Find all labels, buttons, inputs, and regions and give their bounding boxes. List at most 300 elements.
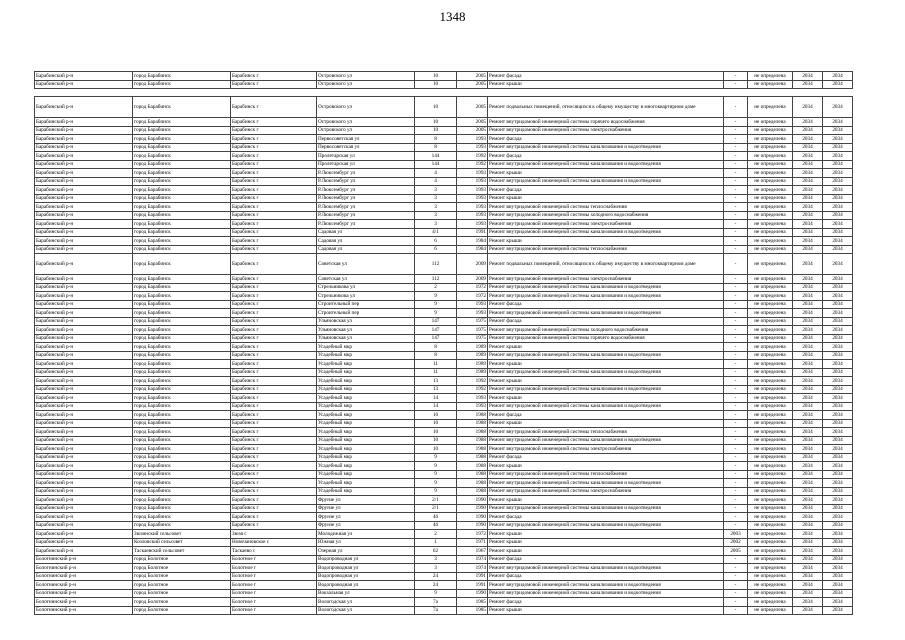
work-type-cell: Ремонт внутридомовой инженерной системы канализования и водоотведения xyxy=(488,143,724,152)
year-built-cell: 1989 xyxy=(457,351,488,360)
plan-year-start-cell: 2034 xyxy=(793,220,823,229)
municipality-cell: город Барабинск xyxy=(133,453,231,462)
street-cell: Водопроводная ул xyxy=(317,555,415,564)
work-type-cell: Ремонт фасада xyxy=(488,555,724,564)
house-number-cell: 62 xyxy=(415,547,457,556)
district-cell: Барабинский р-н xyxy=(35,419,133,428)
plan-year-end-cell: 2034 xyxy=(823,152,853,161)
street-cell: Усадебный мкр xyxy=(317,445,415,454)
cost-status-cell: не определена xyxy=(748,292,793,301)
last-repair-year-cell: - xyxy=(724,411,748,420)
district-cell: Болотнинский р-н xyxy=(35,564,133,573)
last-repair-year-cell: 2005 xyxy=(724,547,748,556)
work-type-cell: Ремонт внутридомовой инженерной системы канализования и водоотведения xyxy=(488,504,724,513)
table-row xyxy=(35,72,853,81)
table-row xyxy=(35,160,853,169)
district-cell: Барабинский р-н xyxy=(35,211,133,220)
house-number-cell: 2 xyxy=(415,530,457,539)
last-repair-year-cell: - xyxy=(724,581,748,590)
year-built-cell: 2005 xyxy=(457,80,488,89)
work-type-cell: Ремонт крыши xyxy=(488,194,724,203)
year-built-cell: 2005 xyxy=(457,118,488,127)
plan-year-end-cell: 2034 xyxy=(823,126,853,135)
cost-status-cell: не определена xyxy=(748,186,793,195)
last-repair-year-cell: - xyxy=(724,496,748,505)
district-cell: Барабинский р-н xyxy=(35,530,133,539)
work-type-cell: Ремонт внутридомовой инженерной системы электроснабжения xyxy=(488,275,724,284)
house-number-cell: 9 xyxy=(415,589,457,598)
plan-year-end-cell: 2034 xyxy=(823,343,853,352)
street-cell: Ульяновская ул xyxy=(317,326,415,335)
cost-status-cell: не определена xyxy=(748,572,793,581)
street-cell: Строительный пер xyxy=(317,300,415,309)
street-cell: Р.Люксембург ул xyxy=(317,169,415,178)
house-number-cell: 10 xyxy=(415,80,457,89)
capital-repair-table xyxy=(34,71,853,615)
work-type-cell: Ремонт внутридомовой инженерной системы канализования и водоотведения xyxy=(488,564,724,573)
street-cell: Ульяновская ул xyxy=(317,317,415,326)
work-type-cell: Ремонт крыши xyxy=(488,606,724,615)
settlement-cell: Барабинск г xyxy=(231,411,317,420)
district-cell: Барабинский р-н xyxy=(35,351,133,360)
municipality-cell: город Болотное xyxy=(133,564,231,573)
house-number-cell: 13 xyxy=(415,377,457,386)
municipality-cell: город Барабинск xyxy=(133,152,231,161)
cost-status-cell: не определена xyxy=(748,360,793,369)
plan-year-end-cell: 2034 xyxy=(823,317,853,326)
municipality-cell: город Барабинск xyxy=(133,377,231,386)
district-cell: Барабинский р-н xyxy=(35,245,133,254)
plan-year-end-cell: 2034 xyxy=(823,470,853,479)
plan-year-start-cell: 2034 xyxy=(793,317,823,326)
work-type-cell: Ремонт фасада xyxy=(488,186,724,195)
district-cell: Барабинский р-н xyxy=(35,453,133,462)
cost-status-cell: не определена xyxy=(748,419,793,428)
house-number-cell: 4 xyxy=(415,177,457,186)
plan-year-end-cell: 2034 xyxy=(823,80,853,89)
table-row xyxy=(35,89,853,97)
street-cell: Усадебный мкр xyxy=(317,428,415,437)
settlement-cell: Барабинск г xyxy=(231,292,317,301)
year-built-cell: 1989 xyxy=(457,360,488,369)
table-row xyxy=(35,228,853,237)
house-number-cell: 6 xyxy=(415,245,457,254)
plan-year-start-cell: 2034 xyxy=(793,445,823,454)
municipality-cell: город Барабинск xyxy=(133,428,231,437)
table-row xyxy=(35,186,853,195)
plan-year-start-cell: 2034 xyxy=(793,547,823,556)
year-built-cell: 1985 xyxy=(457,598,488,607)
table-row xyxy=(35,462,853,471)
table-row xyxy=(35,436,853,445)
work-type-cell: Ремонт фасада xyxy=(488,411,724,420)
cost-status-cell: не определена xyxy=(748,351,793,360)
house-number-cell: 10 xyxy=(415,118,457,127)
table-row xyxy=(35,300,853,309)
table-row xyxy=(35,292,853,301)
table-row xyxy=(35,118,853,127)
last-repair-year-cell: - xyxy=(724,487,748,496)
year-built-cell: 1988 xyxy=(457,462,488,471)
street-cell: Усадебный мкр xyxy=(317,436,415,445)
house-number-cell: 10 xyxy=(415,411,457,420)
settlement-cell: Барабинск г xyxy=(231,402,317,411)
house-number-cell: 144 xyxy=(415,160,457,169)
house-number-cell: 3 xyxy=(415,203,457,212)
year-built-cell: 1967 xyxy=(457,547,488,556)
plan-year-end-cell: 2034 xyxy=(823,428,853,437)
cost-status-cell: не определена xyxy=(748,283,793,292)
plan-year-end-cell: 2034 xyxy=(823,598,853,607)
district-cell: Барабинский р-н xyxy=(35,538,133,547)
plan-year-start-cell: 2034 xyxy=(793,351,823,360)
work-type-cell: Ремонт внутридомовой инженерной системы теплоснабжения xyxy=(488,245,724,254)
district-cell: Барабинский р-н xyxy=(35,470,133,479)
table-row xyxy=(35,555,853,564)
house-number-cell: 9 xyxy=(415,479,457,488)
cost-status-cell: не определена xyxy=(748,394,793,403)
house-number-cell: 3 xyxy=(415,194,457,203)
table-row xyxy=(35,487,853,496)
district-cell: Барабинский р-н xyxy=(35,203,133,212)
plan-year-start-cell: 2034 xyxy=(793,385,823,394)
table-row xyxy=(35,97,853,118)
year-built-cell: 1993 xyxy=(457,143,488,152)
cost-status-cell: не определена xyxy=(748,564,793,573)
table-row xyxy=(35,275,853,284)
plan-year-start-cell: 2034 xyxy=(793,538,823,547)
work-type-cell: Ремонт внутридомовой инженерной системы электроснабжения xyxy=(488,487,724,496)
plan-year-end-cell: 2034 xyxy=(823,411,853,420)
municipality-cell: город Барабинск xyxy=(133,504,231,513)
table-row xyxy=(35,496,853,505)
plan-year-start-cell: 2034 xyxy=(793,581,823,590)
district-cell: Барабинский р-н xyxy=(35,177,133,186)
table-row xyxy=(35,521,853,530)
municipality-cell: город Барабинск xyxy=(133,228,231,237)
cost-status-cell: не определена xyxy=(748,72,793,81)
district-cell: Барабинский р-н xyxy=(35,402,133,411)
last-repair-year-cell: - xyxy=(724,402,748,411)
street-cell: Фрунзе ул xyxy=(317,513,415,522)
municipality-cell: город Барабинск xyxy=(133,126,231,135)
district-cell: Болотнинский р-н xyxy=(35,606,133,615)
settlement-cell: Барабинск г xyxy=(231,453,317,462)
municipality-cell: город Барабинск xyxy=(133,160,231,169)
municipality-cell: город Болотное xyxy=(133,555,231,564)
street-cell: Усадебный мкр xyxy=(317,462,415,471)
plan-year-end-cell: 2034 xyxy=(823,135,853,144)
cost-status-cell: не определена xyxy=(748,326,793,335)
street-cell: Усадебный мкр xyxy=(317,343,415,352)
plan-year-end-cell: 2034 xyxy=(823,368,853,377)
cost-status-cell: не определена xyxy=(748,334,793,343)
street-cell: Фрунзе ул xyxy=(317,496,415,505)
plan-year-start-cell: 2034 xyxy=(793,126,823,135)
plan-year-end-cell: 2034 xyxy=(823,504,853,513)
settlement-cell: Болотное г xyxy=(231,598,317,607)
cost-status-cell: не определена xyxy=(748,581,793,590)
last-repair-year-cell: - xyxy=(724,377,748,386)
district-cell: Барабинский р-н xyxy=(35,160,133,169)
plan-year-end-cell: 2034 xyxy=(823,589,853,598)
settlement-cell: Барабинск г xyxy=(231,521,317,530)
street-cell: Р.Люксембург ул xyxy=(317,194,415,203)
work-type-cell: Ремонт внутридомовой инженерной системы теплоснабжения xyxy=(488,428,724,437)
last-repair-year-cell: - xyxy=(724,300,748,309)
street-cell: Озерная ул xyxy=(317,547,415,556)
last-repair-year-cell: - xyxy=(724,292,748,301)
plan-year-end-cell: 2034 xyxy=(823,385,853,394)
table-row xyxy=(35,254,853,275)
street-cell: Усадебный мкр xyxy=(317,411,415,420)
table-row xyxy=(35,385,853,394)
work-type-cell: Ремонт внутридомовой инженерной системы электроснабжения xyxy=(488,445,724,454)
municipality-cell: город Болотное xyxy=(133,598,231,607)
plan-year-end-cell: 2034 xyxy=(823,300,853,309)
year-built-cell: 1992 xyxy=(457,385,488,394)
last-repair-year-cell: 2002 xyxy=(724,538,748,547)
cost-status-cell: не определена xyxy=(748,411,793,420)
district-cell: Барабинский р-н xyxy=(35,487,133,496)
settlement-cell: Барабинск г xyxy=(231,326,317,335)
table-row xyxy=(35,419,853,428)
year-built-cell: 1993 xyxy=(457,309,488,318)
settlement-cell: Барабинск г xyxy=(231,220,317,229)
municipality-cell: город Барабинск xyxy=(133,143,231,152)
plan-year-start-cell: 2034 xyxy=(793,479,823,488)
last-repair-year-cell: - xyxy=(724,428,748,437)
street-cell: Усадебный мкр xyxy=(317,377,415,386)
plan-year-start-cell: 2034 xyxy=(793,606,823,615)
settlement-cell: Барабинск г xyxy=(231,152,317,161)
last-repair-year-cell: - xyxy=(724,453,748,462)
cost-status-cell: не определена xyxy=(748,152,793,161)
plan-year-start-cell: 2034 xyxy=(793,97,823,118)
settlement-cell: Барабинск г xyxy=(231,317,317,326)
work-type-cell: Ремонт фасада xyxy=(488,598,724,607)
plan-year-start-cell: 2034 xyxy=(793,419,823,428)
district-cell: Барабинский р-н xyxy=(35,496,133,505)
table-row xyxy=(35,351,853,360)
cost-status-cell: не определена xyxy=(748,504,793,513)
municipality-cell: город Барабинск xyxy=(133,496,231,505)
municipality-cell: город Барабинск xyxy=(133,237,231,246)
plan-year-start-cell: 2034 xyxy=(793,394,823,403)
last-repair-year-cell: 2003 xyxy=(724,530,748,539)
municipality-cell: город Барабинск xyxy=(133,254,231,275)
year-built-cell: 1975 xyxy=(457,326,488,335)
table-row xyxy=(35,411,853,420)
work-type-cell: Ремонт крыши xyxy=(488,419,724,428)
work-type-cell: Ремонт фасада xyxy=(488,300,724,309)
settlement-cell: Барабинск г xyxy=(231,186,317,195)
plan-year-start-cell: 2034 xyxy=(793,436,823,445)
municipality-cell: город Барабинск xyxy=(133,436,231,445)
house-number-cell: 112 xyxy=(415,275,457,284)
cost-status-cell: не определена xyxy=(748,309,793,318)
street-cell: Усадебный мкр xyxy=(317,360,415,369)
district-cell: Болотнинский р-н xyxy=(35,572,133,581)
year-built-cell: 1988 xyxy=(457,436,488,445)
last-repair-year-cell: - xyxy=(724,160,748,169)
municipality-cell: город Барабинск xyxy=(133,343,231,352)
district-cell: Барабинский р-н xyxy=(35,521,133,530)
settlement-cell: Барабинск г xyxy=(231,211,317,220)
plan-year-start-cell: 2034 xyxy=(793,309,823,318)
house-number-cell: 8 xyxy=(415,135,457,144)
cost-status-cell: не определена xyxy=(748,377,793,386)
last-repair-year-cell: - xyxy=(724,513,748,522)
work-type-cell: Ремонт внутридомовой инженерной системы холодного водоснабжения xyxy=(488,211,724,220)
plan-year-start-cell: 2034 xyxy=(793,228,823,237)
work-type-cell: Ремонт внутридомовой инженерной системы канализования и водоотведения xyxy=(488,436,724,445)
work-type-cell: Ремонт внутридомовой инженерной системы канализования и водоотведения xyxy=(488,177,724,186)
settlement-cell: Барабинск г xyxy=(231,436,317,445)
street-cell: Южная ул xyxy=(317,538,415,547)
street-cell: Советская ул xyxy=(317,254,415,275)
street-cell: Усадебный мкр xyxy=(317,394,415,403)
cost-status-cell: не определена xyxy=(748,80,793,89)
table-row xyxy=(35,143,853,152)
house-number-cell: 9 xyxy=(415,292,457,301)
street-cell: Садовая ул xyxy=(317,237,415,246)
district-cell: Барабинский р-н xyxy=(35,186,133,195)
cost-status-cell: не определена xyxy=(748,135,793,144)
plan-year-end-cell: 2034 xyxy=(823,220,853,229)
last-repair-year-cell: - xyxy=(724,245,748,254)
work-type-cell: Ремонт внутридомовой инженерной системы канализования и водоотведения xyxy=(488,479,724,488)
table-row xyxy=(35,169,853,178)
house-number-cell: 14 xyxy=(415,394,457,403)
settlement-cell: Барабинск г xyxy=(231,300,317,309)
municipality-cell: город Барабинск xyxy=(133,368,231,377)
table-row xyxy=(35,211,853,220)
municipality-cell: город Барабинск xyxy=(133,186,231,195)
plan-year-end-cell: 2034 xyxy=(823,462,853,471)
street-cell: Р.Люксембург ул xyxy=(317,177,415,186)
work-type-cell: Ремонт внутридомовой инженерной системы канализования и водоотведения xyxy=(488,309,724,318)
plan-year-end-cell: 2034 xyxy=(823,254,853,275)
district-cell: Барабинский р-н xyxy=(35,504,133,513)
municipality-cell: город Болотное xyxy=(133,572,231,581)
cost-status-cell: не определена xyxy=(748,177,793,186)
settlement-cell: Болотное г xyxy=(231,564,317,573)
year-built-cell: 1988 xyxy=(457,411,488,420)
work-type-cell: Ремонт крыши xyxy=(488,237,724,246)
plan-year-end-cell: 2034 xyxy=(823,194,853,203)
plan-year-end-cell: 2034 xyxy=(823,245,853,254)
table-row xyxy=(35,581,853,590)
house-number-cell: 24 xyxy=(415,572,457,581)
settlement-cell: Барабинск г xyxy=(231,343,317,352)
table-row xyxy=(35,504,853,513)
last-repair-year-cell: - xyxy=(724,351,748,360)
last-repair-year-cell: - xyxy=(724,479,748,488)
settlement-cell: Таскаево с xyxy=(231,547,317,556)
cost-status-cell: не определена xyxy=(748,254,793,275)
plan-year-start-cell: 2034 xyxy=(793,152,823,161)
street-cell xyxy=(317,89,415,97)
settlement-cell: Барабинск г xyxy=(231,513,317,522)
plan-year-end-cell: 2034 xyxy=(823,160,853,169)
table-row xyxy=(35,343,853,352)
municipality-cell: город Барабинск xyxy=(133,385,231,394)
year-built-cell: 1990 xyxy=(457,513,488,522)
last-repair-year-cell: - xyxy=(724,555,748,564)
settlement-cell: Болотное г xyxy=(231,589,317,598)
house-number-cell: 10 xyxy=(415,126,457,135)
municipality-cell xyxy=(133,89,231,97)
plan-year-end-cell: 2034 xyxy=(823,292,853,301)
district-cell: Барабинский р-н xyxy=(35,368,133,377)
year-built-cell: 1993 xyxy=(457,211,488,220)
municipality-cell: город Барабинск xyxy=(133,394,231,403)
district-cell: Болотнинский р-н xyxy=(35,589,133,598)
work-type-cell: Ремонт фасада xyxy=(488,152,724,161)
street-cell: Усадебный мкр xyxy=(317,479,415,488)
plan-year-start-cell: 2034 xyxy=(793,598,823,607)
year-built-cell: 1993 xyxy=(457,169,488,178)
street-cell: Усадебный мкр xyxy=(317,351,415,360)
house-number-cell: 14 xyxy=(415,402,457,411)
plan-year-end-cell: 2034 xyxy=(823,402,853,411)
settlement-cell: Барабинск г xyxy=(231,385,317,394)
last-repair-year-cell: - xyxy=(724,211,748,220)
year-built-cell: 1993 xyxy=(457,220,488,229)
house-number-cell: 1 xyxy=(415,538,457,547)
municipality-cell: город Барабинск xyxy=(133,97,231,118)
street-cell: Усадебный мкр xyxy=(317,368,415,377)
last-repair-year-cell: - xyxy=(724,194,748,203)
settlement-cell: Барабинск г xyxy=(231,487,317,496)
last-repair-year-cell: - xyxy=(724,228,748,237)
house-number-cell: 46 xyxy=(415,521,457,530)
settlement-cell: Барабинск г xyxy=(231,160,317,169)
house-number-cell: 8 xyxy=(415,351,457,360)
plan-year-start-cell: 2034 xyxy=(793,368,823,377)
plan-year-start-cell: 2034 xyxy=(793,177,823,186)
district-cell: Барабинский р-н xyxy=(35,152,133,161)
last-repair-year-cell: - xyxy=(724,275,748,284)
district-cell: Барабинский р-н xyxy=(35,126,133,135)
last-repair-year-cell: - xyxy=(724,220,748,229)
district-cell: Барабинский р-н xyxy=(35,445,133,454)
last-repair-year-cell: - xyxy=(724,360,748,369)
district-cell: Барабинский р-н xyxy=(35,547,133,556)
house-number-cell: 7а xyxy=(415,606,457,615)
plan-year-start-cell: 2034 xyxy=(793,564,823,573)
house-number-cell: 9 xyxy=(415,487,457,496)
plan-year-end-cell: 2034 xyxy=(823,394,853,403)
house-number-cell: 4/1 xyxy=(415,228,457,237)
plan-year-start-cell: 2034 xyxy=(793,453,823,462)
settlement-cell: Барабинск г xyxy=(231,479,317,488)
settlement-cell: Барабинск г xyxy=(231,275,317,284)
municipality-cell: Козловский сельсовет xyxy=(133,538,231,547)
last-repair-year-cell: - xyxy=(724,97,748,118)
street-cell: Стрельникова ул xyxy=(317,283,415,292)
plan-year-end-cell: 2034 xyxy=(823,237,853,246)
municipality-cell: город Барабинск xyxy=(133,309,231,318)
last-repair-year-cell: - xyxy=(724,177,748,186)
street-cell: Островского ул xyxy=(317,118,415,127)
settlement-cell: Барабинск г xyxy=(231,360,317,369)
house-number-cell: 2/1 xyxy=(415,496,457,505)
cost-status-cell: не определена xyxy=(748,428,793,437)
street-cell: Садовая ул xyxy=(317,228,415,237)
plan-year-start-cell: 2034 xyxy=(793,237,823,246)
